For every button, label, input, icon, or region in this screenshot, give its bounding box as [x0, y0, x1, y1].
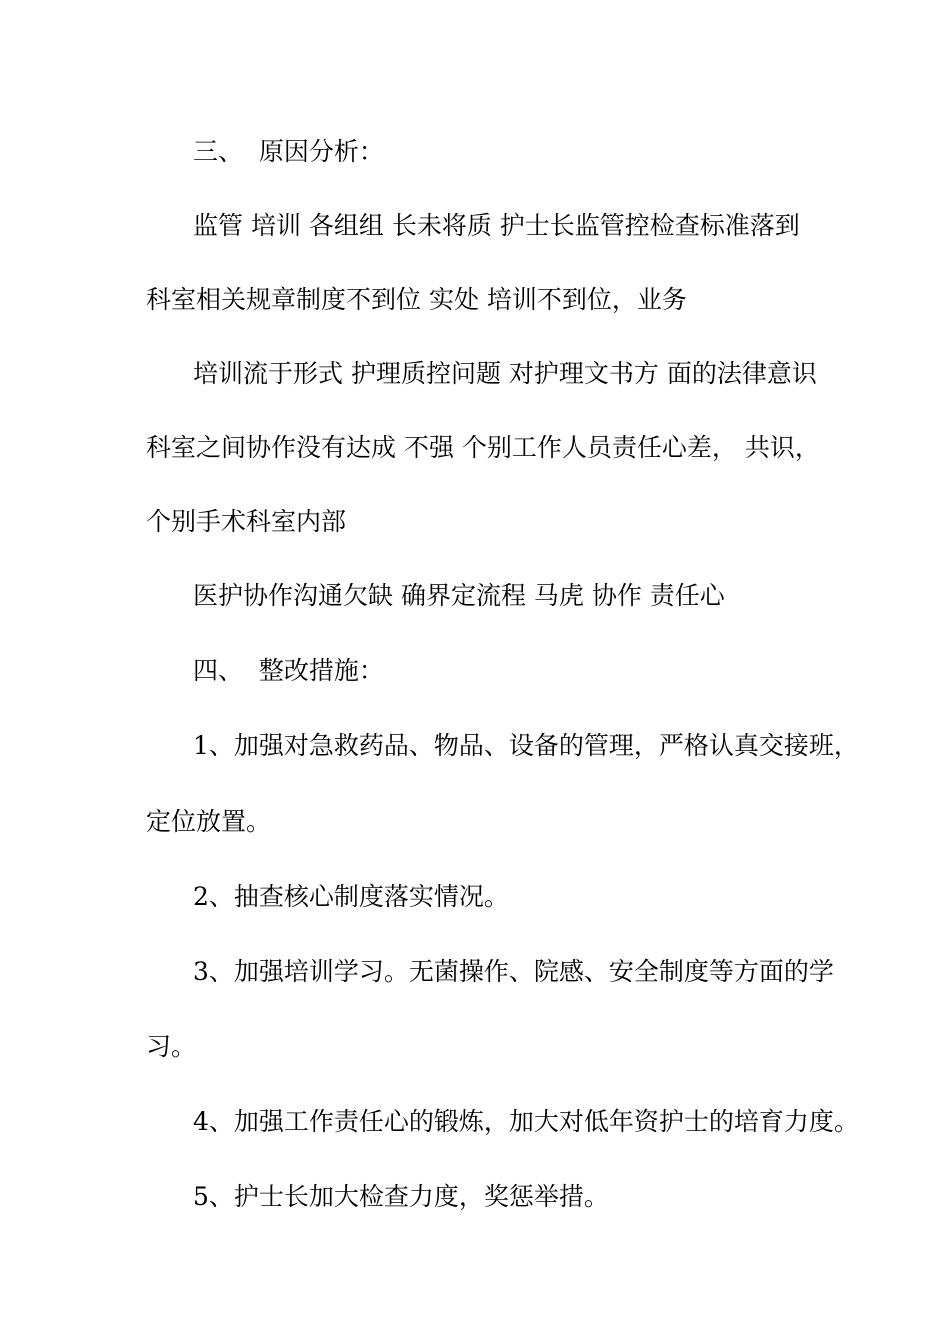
measure-item-1: 1、加强对急救药品、物品、设备的管理，严格认真交接班，: [193, 731, 859, 760]
paragraph-line: 个别手术科室内部: [146, 507, 347, 536]
measure-item-5: 5、护士长加大检查力度，奖惩举措。: [193, 1182, 609, 1211]
measure-item-3-continuation: 习。: [146, 1032, 197, 1061]
measure-item-4: 4、加强工作责任心的锻炼，加大对低年资护士的培育力度。: [193, 1107, 859, 1136]
measure-item-2: 2、抽查核心制度落实情况。: [193, 882, 509, 911]
measure-item-3: 3、加强培训学习。无菌操作、院感、安全制度等方面的学: [193, 957, 834, 986]
measure-item-1-continuation: 定位放置。: [146, 807, 272, 836]
paragraph-line: 医护协作沟通欠缺 确界定流程 马虎 协作 责任心: [193, 581, 725, 610]
paragraph-line: 科室之间协作没有达成 不强 个别工作人员责任心差， 共识，: [146, 433, 820, 462]
paragraph-line: 培训流于形式 护理质控问题 对护理文书方 面的法律意识: [193, 359, 817, 388]
section-heading-cause-analysis: 三、 原因分析：: [193, 137, 384, 166]
paragraph-line: 科室相关规章制度不到位 实处 培训不到位，业务: [146, 285, 687, 314]
paragraph-line: 监管 培训 各组组 长未将质 护士长监管控检查标准落到: [193, 211, 800, 240]
section-heading-rectification-measures: 四、 整改措施：: [193, 656, 384, 685]
